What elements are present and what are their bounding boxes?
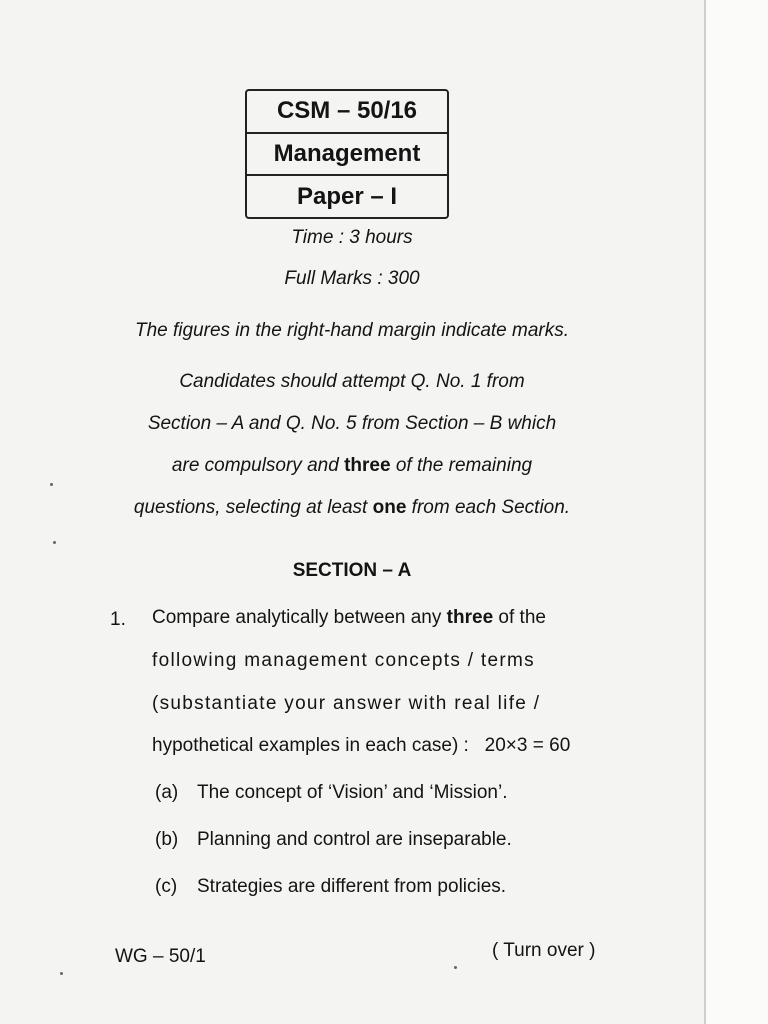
margin-note: The figures in the right-hand margin indicate marks. — [134, 320, 570, 341]
scan-speck — [60, 972, 63, 975]
item-label: (b) — [155, 829, 179, 850]
item-label: (c) — [155, 876, 178, 897]
item-label: (a) — [155, 782, 179, 803]
exam-time: Time : 3 hours — [291, 227, 413, 248]
instruction-line-2: Section – A and Q. No. 5 from Section – B which — [147, 413, 557, 434]
paper-number: Paper – I — [247, 174, 447, 217]
instruction-line-1: Candidates should attempt Q. No. 1 from — [179, 371, 525, 392]
list-item — [155, 876, 506, 898]
list-item — [155, 782, 508, 804]
paper-code-box — [245, 89, 449, 219]
item-text: The concept of ‘Vision’ and ‘Mission’. — [197, 782, 508, 803]
turn-over-note: ( Turn over ) — [492, 940, 596, 961]
item-text: Strategies are different from policies. — [197, 876, 507, 897]
instruction-line-3: are compulsory and three of the remaining — [171, 455, 533, 476]
list-item — [155, 829, 512, 851]
section-a-heading: SECTION – A — [292, 560, 412, 581]
page-margin — [706, 0, 768, 1024]
question-line-2: following management concepts / terms — [152, 650, 535, 671]
instruction-line-4: questions, selecting at least one from each Section. — [133, 497, 571, 518]
question-line-3: (substantiate your answer with real life / — [152, 693, 541, 714]
scan-speck — [53, 541, 56, 544]
paper-code: CSM – 50/16 — [276, 97, 418, 125]
footer-code: WG – 50/1 — [115, 946, 206, 967]
full-marks: Full Marks : 300 — [284, 268, 420, 289]
question-number: 1. — [110, 609, 126, 630]
subject-title: Management — [247, 132, 447, 175]
scan-speck — [454, 966, 457, 969]
question-line-1: Compare analytically between any three of the — [152, 607, 546, 628]
question-line-4: hypothetical examples in each case) : 20×3 = 60 — [152, 735, 571, 756]
scan-speck — [50, 483, 53, 486]
item-text: Planning and control are inseparable. — [197, 829, 512, 850]
